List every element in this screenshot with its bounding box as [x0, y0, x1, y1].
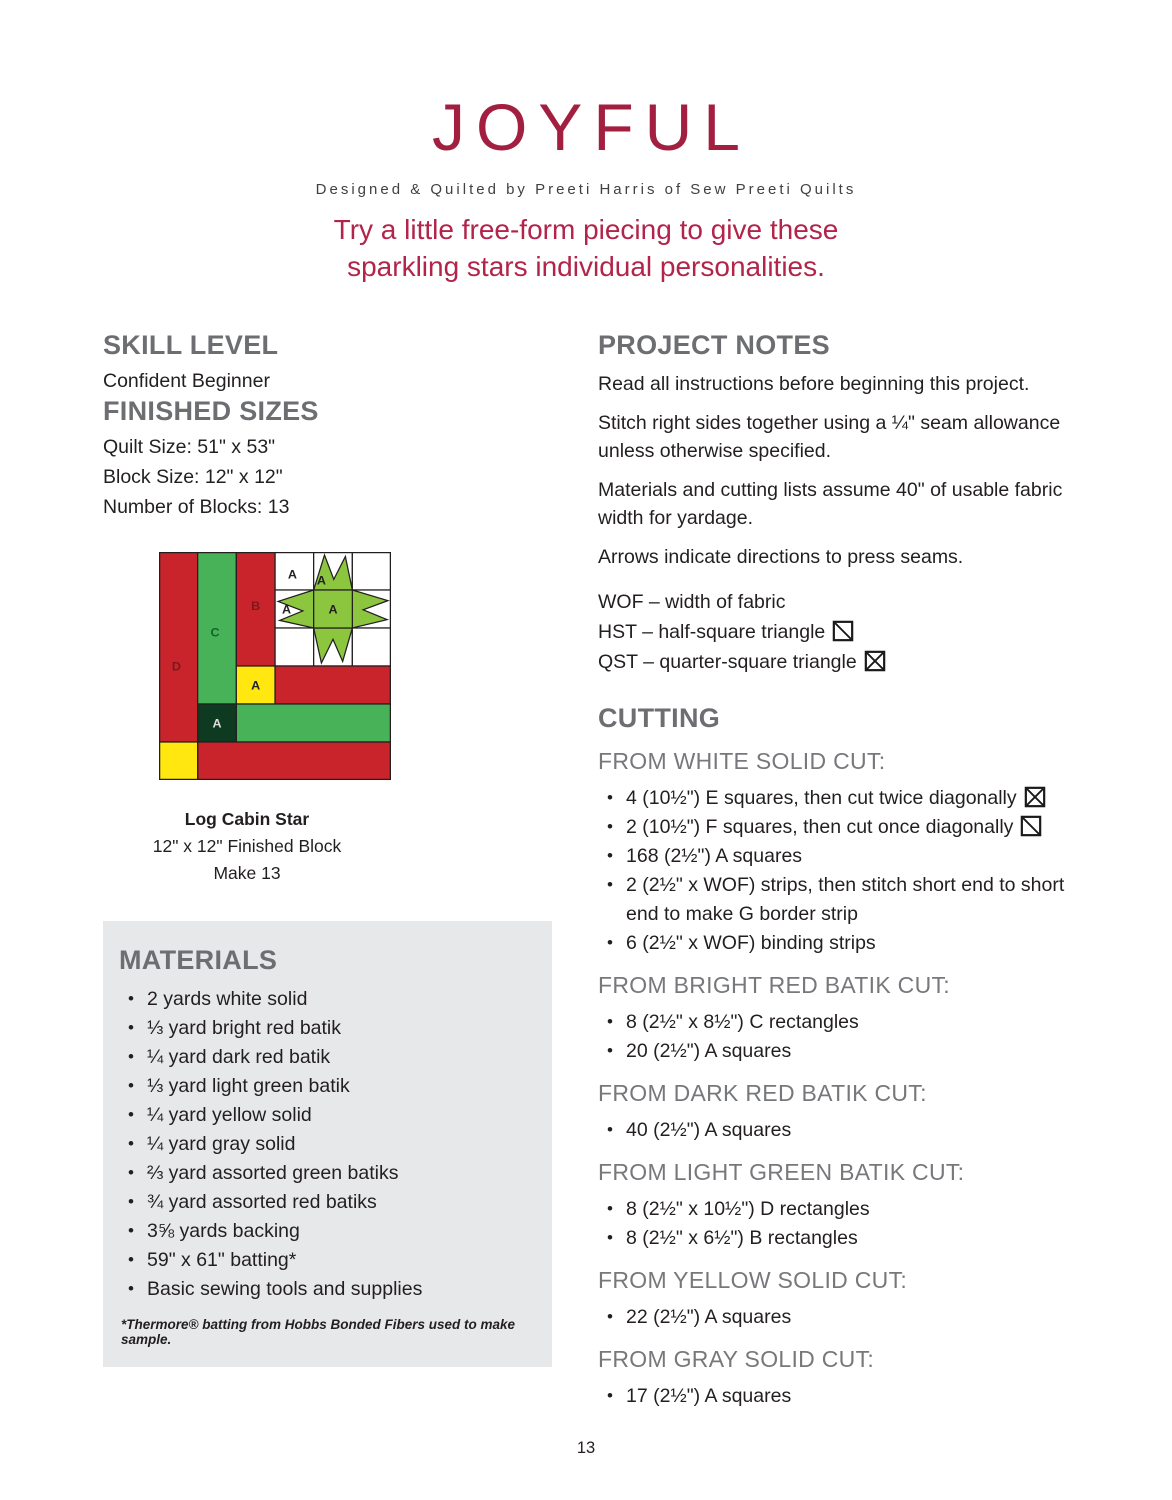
- cutting-item-text: 4 (10½") E squares, then cut twice diagonally: [626, 787, 1017, 809]
- page-title: JOYFUL: [431, 90, 752, 164]
- abbreviation-line: [598, 647, 1074, 677]
- cutting-group-list: [598, 1195, 1074, 1253]
- tagline: [0, 211, 1172, 285]
- abbreviation-label: QST – quarter-square triangle: [598, 651, 857, 673]
- abbreviation-label: WOF – width of fabric: [598, 591, 786, 613]
- abbreviation-label: HST – half-square triangle: [598, 621, 826, 643]
- skill-level-heading: SKILL LEVEL: [103, 330, 279, 360]
- cutting-item-text: 17 (2½") A squares: [626, 1385, 792, 1407]
- abbreviation-line: [598, 617, 1074, 647]
- materials-item: • ¼ yard dark red batik: [119, 1043, 534, 1072]
- block-caption-title: Log Cabin Star: [184, 809, 310, 829]
- label-a-star-center: A: [328, 602, 338, 617]
- finished-sizes-heading: FINISHED SIZES: [103, 396, 319, 426]
- materials-footnote: *Thermore® batting from Hobbs Bonded Fibers used to make sample.: [121, 1317, 515, 1347]
- skill-level-section: [103, 330, 552, 396]
- right-column: [598, 330, 1074, 1411]
- label-c: C: [210, 625, 220, 640]
- designer-byline: Designed & Quilted by Preeti Harris of Sew Preeti Quilts: [315, 181, 857, 198]
- qst-icon: [1024, 786, 1046, 808]
- page-header: [0, 0, 1172, 285]
- cutting-item-text: 6 (2½" x WOF) binding strips: [626, 932, 876, 954]
- abbreviation-line: [598, 587, 1074, 617]
- strip-row5-green: [236, 704, 391, 742]
- cutting-item-text: 2 (2½" x WOF) strips, then stitch short end to short end to make G border strip: [626, 874, 1065, 925]
- cutting-item-text: 22 (2½") A squares: [626, 1306, 792, 1328]
- cutting-item-text: 8 (2½" x 10½") D rectangles: [626, 1198, 870, 1220]
- cutting-item-text: 168 (2½") A squares: [626, 845, 803, 867]
- tagline-line1: Try a little free-form piecing to give these: [333, 214, 839, 245]
- label-b: B: [251, 599, 261, 613]
- materials-item: • ¾ yard assorted red batiks: [119, 1188, 534, 1217]
- cutting-item: [598, 813, 1074, 842]
- materials-item: • 2 yards white solid: [119, 985, 534, 1014]
- project-notes-heading: PROJECT NOTES: [598, 330, 830, 360]
- label-a-darkgreen: A: [212, 716, 222, 731]
- page-number: 13: [576, 1439, 596, 1457]
- cutting-group-heading: FROM WHITE SOLID CUT:: [598, 748, 886, 774]
- hst-icon: [832, 620, 854, 642]
- cutting-item: [598, 1037, 1074, 1066]
- cutting-item: [598, 784, 1074, 813]
- materials-item: • ⅔ yard assorted green batiks: [119, 1159, 534, 1188]
- tagline-line2: sparkling stars individual personalities.: [347, 251, 825, 282]
- project-note-paragraph: Read all instructions before beginning this project.: [598, 373, 1030, 395]
- finished-size-line: Quilt Size: 51" x 53": [103, 436, 276, 458]
- cutting-groups: [598, 748, 1074, 1411]
- hst-icon: [1020, 815, 1042, 837]
- strip-row6-red: [198, 742, 391, 780]
- materials-list: [119, 985, 534, 1304]
- cutting-group-list: [598, 1116, 1074, 1145]
- label-a-white-top: A: [287, 567, 297, 582]
- cutting-item: [598, 1195, 1074, 1224]
- strip-row4-red: [275, 666, 391, 704]
- left-column: [103, 330, 552, 1411]
- materials-item: • ⅓ yard light green batik: [119, 1072, 534, 1101]
- finished-sizes-lines: [103, 432, 552, 522]
- cutting-item: [598, 1303, 1074, 1332]
- cutting-item-text: 20 (2½") A squares: [626, 1040, 792, 1062]
- cutting-item: [598, 871, 1074, 929]
- cutting-item-text: 8 (2½" x 6½") B rectangles: [626, 1227, 858, 1249]
- cutting-item: [598, 842, 1074, 871]
- block-caption: [103, 806, 391, 887]
- content-columns: [0, 285, 1172, 1411]
- cutting-item-text: 40 (2½") A squares: [626, 1119, 792, 1141]
- cutting-section: [598, 703, 1074, 1411]
- block-diagram-figure: [152, 552, 391, 887]
- materials-item: • Basic sewing tools and supplies: [119, 1275, 534, 1304]
- project-note-paragraph: Stitch right sides together using a ¼" seam allowance unless otherwise specified.: [598, 412, 1061, 462]
- cutting-item: [598, 929, 1074, 958]
- log-cabin-star-diagram: [159, 552, 391, 780]
- cutting-item: [598, 1008, 1074, 1037]
- cutting-group-heading: FROM LIGHT GREEN BATIK CUT:: [598, 1159, 965, 1185]
- cutting-item: [598, 1116, 1074, 1145]
- cutting-group-list: [598, 1382, 1074, 1411]
- finished-sizes-section: [103, 396, 552, 522]
- block-caption-size: 12" x 12" Finished Block: [152, 836, 342, 856]
- cutting-group-list: [598, 784, 1074, 958]
- materials-item: • ¼ yard yellow solid: [119, 1101, 534, 1130]
- cutting-item: [598, 1382, 1074, 1411]
- cutting-group-list: [598, 1008, 1074, 1066]
- materials-item: • 59" x 61" batting*: [119, 1246, 534, 1275]
- label-a-yellow: A: [251, 678, 261, 693]
- materials-item: • ¼ yard gray solid: [119, 1130, 534, 1159]
- project-notes-section: [598, 330, 1074, 677]
- skill-level-value: Confident Beginner: [103, 370, 270, 392]
- materials-heading: MATERIALS: [119, 945, 278, 975]
- block-caption-make: Make 13: [213, 863, 281, 883]
- materials-item: • ⅓ yard bright red batik: [119, 1014, 534, 1043]
- cutting-group-heading: FROM DARK RED BATIK CUT:: [598, 1080, 927, 1106]
- materials-section: [103, 921, 552, 1367]
- project-note-paragraph: Materials and cutting lists assume 40" of usable fabric width for yardage.: [598, 479, 1063, 529]
- qst-icon: [864, 650, 886, 672]
- label-d: D: [171, 659, 181, 674]
- project-note-paragraph: Arrows indicate directions to press seams.: [598, 546, 964, 568]
- label-a-white-left: A: [282, 602, 292, 617]
- materials-item: • 3⅝ yards backing: [119, 1217, 534, 1246]
- cutting-group-heading: FROM BRIGHT RED BATIK CUT:: [598, 972, 950, 998]
- finished-size-line: Number of Blocks: 13: [103, 496, 290, 518]
- cutting-item: [598, 1224, 1074, 1253]
- cutting-item-text: 2 (10½") F squares, then cut once diagonally: [626, 816, 1014, 838]
- cutting-group-list: [598, 1303, 1074, 1332]
- finished-size-line: Block Size: 12" x 12": [103, 466, 283, 488]
- cutting-item-text: 8 (2½" x 8½") C rectangles: [626, 1011, 859, 1033]
- project-notes-paragraphs: [598, 370, 1074, 571]
- cutting-heading: CUTTING: [598, 703, 721, 733]
- label-a-star-point: A: [316, 573, 326, 588]
- cutting-group-heading: FROM YELLOW SOLID CUT:: [598, 1267, 908, 1293]
- cutting-group-heading: FROM GRAY SOLID CUT:: [598, 1346, 875, 1372]
- abbreviations-list: [598, 587, 1074, 677]
- strip-d: [159, 552, 198, 742]
- square-yellow-corner: [159, 742, 198, 780]
